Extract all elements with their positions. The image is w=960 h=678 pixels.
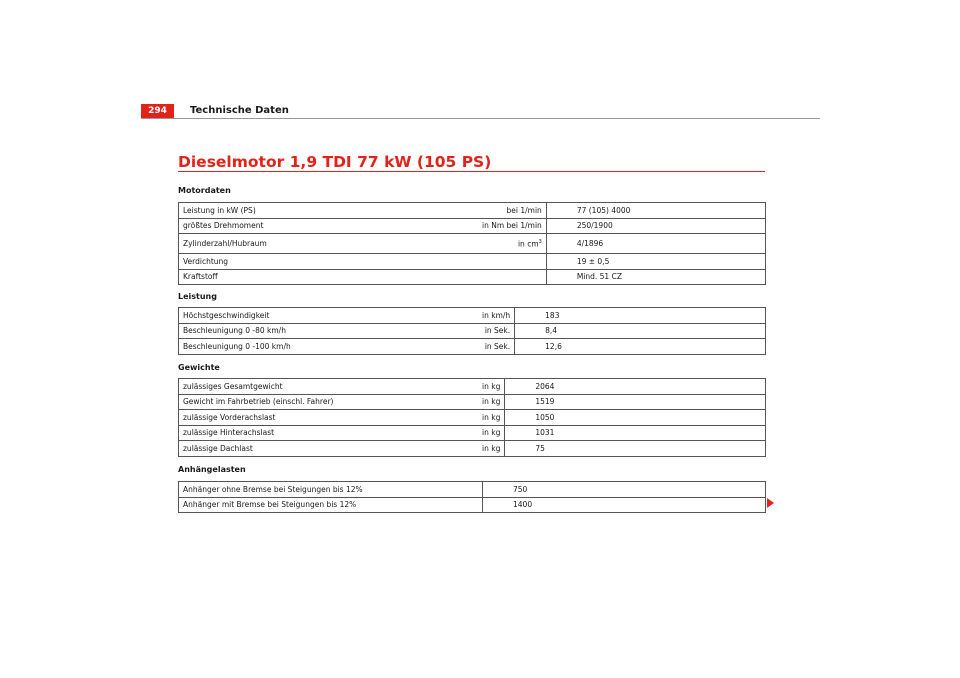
table-row [179, 323, 766, 339]
table-row [179, 482, 766, 498]
row-value: 1519 [505, 394, 766, 410]
table-motordaten [178, 202, 766, 285]
row-label: Beschleunigung 0 -80 km/h [179, 323, 479, 339]
header-divider [141, 118, 820, 119]
table-row [179, 339, 766, 355]
table-row [179, 254, 766, 270]
table-row [179, 410, 766, 426]
row-unit: in km/h [478, 308, 515, 324]
row-unit: in kg [478, 441, 505, 457]
row-label: zulässige Vorderachslast [179, 410, 479, 426]
row-unit: in kg [478, 410, 505, 426]
row-unit [478, 254, 546, 270]
row-unit: in Nm bei 1/min [478, 218, 546, 234]
row-label: Höchstgeschwindigkeit [179, 308, 479, 324]
table-anhaengelasten [178, 481, 766, 513]
header-title: Technische Daten [190, 105, 289, 116]
row-value: 1400 [483, 497, 766, 513]
triangle-right-icon[interactable] [767, 498, 774, 508]
row-value: 77 (105) 4000 [546, 203, 765, 219]
row-unit [478, 269, 546, 285]
row-label: zulässige Dachlast [179, 441, 479, 457]
table-row [179, 218, 766, 234]
row-label: Kraftstoff [179, 269, 479, 285]
row-label: Leistung in kW (PS) [179, 203, 479, 219]
row-label: Anhänger mit Bremse bei Steigungen bis 12% [179, 497, 483, 513]
table-row [179, 308, 766, 324]
row-value: 75 [505, 441, 766, 457]
row-value: 1050 [505, 410, 766, 426]
unit-text: in cm [517, 239, 539, 248]
row-label: zulässige Hinterachslast [179, 425, 479, 441]
page-title: Dieselmotor 1,9 TDI 77 kW (105 PS) [178, 153, 492, 171]
row-value: 250/1900 [546, 218, 765, 234]
table-row [179, 269, 766, 285]
section-heading-leistung: Leistung [178, 292, 217, 301]
row-label: Gewicht im Fahrbetrieb (einschl. Fahrer) [179, 394, 479, 410]
table-leistung [178, 307, 766, 355]
unit-superscript: 3 [538, 238, 542, 245]
row-value: 183 [515, 308, 766, 324]
row-label: Zylinderzahl/Hubraum [179, 234, 479, 254]
table-gewichte [178, 378, 766, 457]
row-value: 2064 [505, 379, 766, 395]
row-label: größtes Drehmoment [179, 218, 479, 234]
row-label: Anhänger ohne Bremse bei Steigungen bis 12% [179, 482, 483, 498]
row-value: Mind. 51 CZ [546, 269, 765, 285]
row-value: 12,6 [515, 339, 766, 355]
row-value: 1031 [505, 425, 766, 441]
row-label: zulässiges Gesamtgewicht [179, 379, 479, 395]
table-row [179, 203, 766, 219]
row-label: Verdichtung [179, 254, 479, 270]
section-heading-gewichte: Gewichte [178, 363, 220, 372]
table-row [179, 379, 766, 395]
row-value: 750 [483, 482, 766, 498]
table-row [179, 234, 766, 254]
row-unit: in kg [478, 379, 505, 395]
table-row [179, 394, 766, 410]
table-row [179, 497, 766, 513]
row-unit: in Sek. [478, 323, 515, 339]
row-value: 19 ± 0,5 [546, 254, 765, 270]
table-row [179, 425, 766, 441]
page-number: 294 [141, 104, 174, 118]
row-value: 4/1896 [546, 234, 765, 254]
section-heading-anhaengelasten: Anhängelasten [178, 465, 246, 474]
row-label: Beschleunigung 0 -100 km/h [179, 339, 479, 355]
row-value: 8,4 [515, 323, 766, 339]
table-row [179, 441, 766, 457]
section-heading-motordaten: Motordaten [178, 186, 231, 195]
row-unit: bei 1/min [478, 203, 546, 219]
row-unit: in Sek. [478, 339, 515, 355]
row-unit: in kg [478, 394, 505, 410]
row-unit: in kg [478, 425, 505, 441]
title-divider [178, 171, 765, 172]
row-unit [478, 234, 546, 254]
